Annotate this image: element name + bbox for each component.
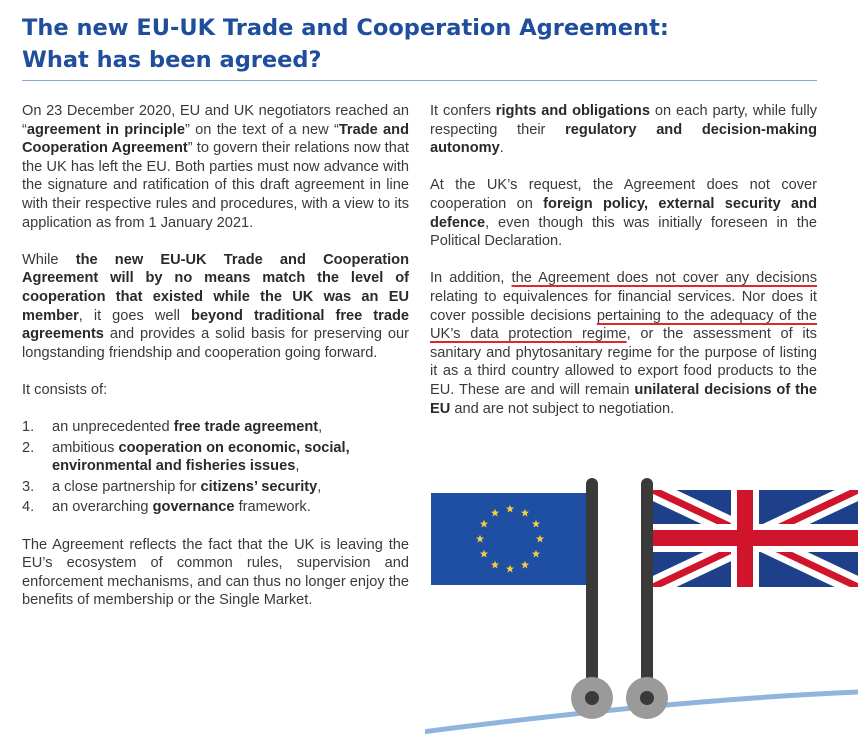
bold-text: foreign policy, external security and defence [430,195,817,231]
list-number: 3. [22,478,35,495]
list-item [22,439,409,476]
right-column [430,102,817,437]
text-run: , [317,478,322,495]
title-line-2: What has been agreed? [22,47,322,73]
text-run: At the UK’s request, the Agreement does not cover cooperation on [430,177,817,212]
bold-text: beyond traditional free trade agreements [22,307,409,343]
bold-text: rights and obligations [495,103,650,119]
list-number: 4. [22,499,35,516]
bold-text: free trade agreement [173,419,319,436]
bold-text: agreement in principle [26,121,186,138]
title-line-1: The new EU-UK Trade and Cooperation Agreement: [22,15,669,41]
text-run: , or the assessment of its sanitary and phytosanitary regime for the purpose of listing it as a third country allowed to export food products to the EU. These are and will remain [430,326,817,398]
list-item-text [52,499,311,515]
bold-text: Trade and Cooperation Agreement [22,121,409,157]
bold-text: unilateral decisions of the EU [430,381,817,417]
text-run: an unprecedented [52,419,174,436]
text-run: The Agreement reflects the fact that the UK is leaving the EU’s ecosystem of common rules, supervision and enforcement mechanisms, and can thus no longer enjoy the benefits of membership or the Single Market. [22,536,409,609]
bold-text: citizens’ security [200,478,318,495]
underlined-text: the Agreement does not cover any decisions [511,270,817,287]
text-run: and are not subject to negotiation. [450,400,675,417]
text-run: framework. [234,499,311,516]
exclusions-paragraph [430,176,817,250]
flags-illustration [425,470,858,748]
text-run: relating to equivalences for financial services. Nor does it cover possible decisions [430,288,817,324]
intro-paragraph [22,102,409,232]
list-item-text [52,419,322,435]
text-run: ” to govern their relations now that the UK has left the EU. Both parties must now advance with the signature and ratification of this draft agreement in line with their respective rules and procedures, with a view to its application as from 1 January 2021. [22,140,409,231]
text-run: , [318,419,323,436]
text-run: On 23 December 2020, EU and UK negotiators reached an “ [22,103,409,138]
bold-text: governance [152,499,235,516]
list-number: 1. [22,419,35,436]
text-run: In addition, [430,270,512,287]
left-column [22,102,409,629]
list-item [22,478,409,497]
text-run: an overarching [52,499,153,516]
bold-text: the new EU-UK Trade and Cooperation Agreement will by no means match the level of cooperation that existed while the UK was an EU member [22,251,410,324]
eu-flag-icon [431,493,589,585]
text-run: , it goes well [78,307,192,324]
list-item [22,418,409,437]
text-run: It confers [430,103,496,119]
list-item-text [52,440,350,475]
rights-paragraph [430,102,817,158]
list-number: 2. [22,439,35,456]
text-run: , [295,458,300,475]
text-run: and provides a solid basis for preserving our longstanding friendship and cooperation going forward. [22,326,409,361]
components-list [22,418,409,517]
text-run: a close partnership for [52,478,201,495]
list-item-text [52,479,321,495]
text-run: , even though this was initially foreseen in the Political Declaration. [430,214,817,250]
uk-flag-icon [653,490,858,587]
scope-paragraph [22,251,409,363]
title-divider [22,80,817,81]
text-run: ” on the text of a new “ [185,121,339,138]
text-run: It consists of: [22,381,108,398]
text-run: ambitious [52,439,119,456]
consists-of-label [22,381,409,400]
bold-text: regulatory and decision-making autonomy [430,121,817,157]
ecosystem-paragraph [22,536,409,610]
underlined-text: pertaining to the adequacy of the UK’s data protection regime [430,307,817,343]
text-run: While [22,251,76,268]
text-run: . [499,140,504,157]
text-run: on each party, while fully respecting their [430,103,817,138]
bold-text: cooperation on economic, social, environmental and fisheries issues [52,439,350,475]
list-item [22,498,409,517]
decisions-paragraph [430,269,817,418]
page-title [22,12,669,76]
